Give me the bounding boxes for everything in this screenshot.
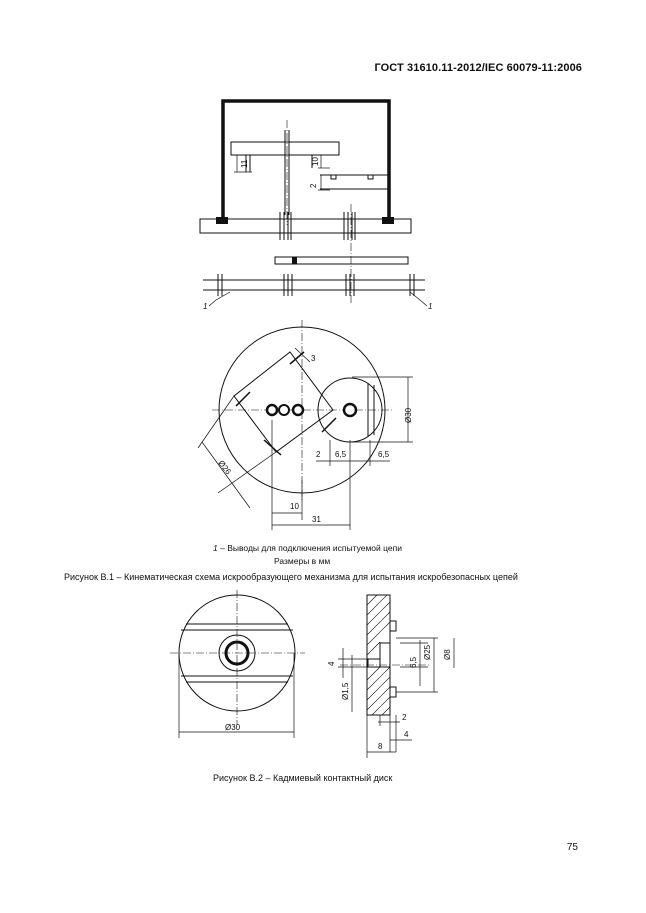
dim-section-2: 2 [402,713,407,722]
dim-10-plan: 10 [290,502,299,511]
note-text: – Выводы для подключения испытуемой цепи [220,543,402,553]
dim-d26: Ø26 [216,458,233,477]
dim-section-6-5: 6,5 [409,656,418,668]
dim-3: 3 [311,354,316,363]
note-number: 1 [213,543,218,553]
dim-section-8: 8 [378,742,383,751]
dim-d30: Ø30 [404,407,413,423]
dim-6-5-a: 6,5 [335,450,347,459]
document-header: ГОСТ 31610.11-2012/IEC 60079-11:2006 [374,62,582,74]
dim-31: 31 [312,515,321,524]
figure1-note [213,543,402,553]
figure2-caption: Рисунок В.2 – Кадмиевый контактный диск [213,773,393,783]
kinematic-schematic [200,101,427,306]
dim-2-plan: 2 [316,450,321,459]
dim-section-d8: Ø8 [443,649,452,660]
dim-2-top: 2 [309,183,318,188]
dim-11: 11 [240,159,249,168]
dim-6-5-b: 6,5 [378,450,390,459]
terminal-callout-left: 1 [203,302,208,311]
dim-section-4b: 4 [404,730,409,739]
dim-10: 10 [311,157,320,166]
dim-disc-d30: Ø30 [225,723,241,732]
dim-section-d1-5: Ø1,5 [341,682,350,700]
terminal-callout-right: 1 [428,302,433,311]
units-note: Размеры в мм [274,556,331,566]
disc-section-view [338,595,454,758]
page-number: 75 [566,842,578,853]
plan-view [198,320,413,530]
dim-section-d25: Ø25 [423,644,432,660]
dim-section-4: 4 [327,661,336,666]
disc-plan-view [170,590,305,738]
figure1-caption: Рисунок В.1 – Кинематическая схема искрообразующего механизма для испытания искробезопасных цепей [64,572,518,582]
